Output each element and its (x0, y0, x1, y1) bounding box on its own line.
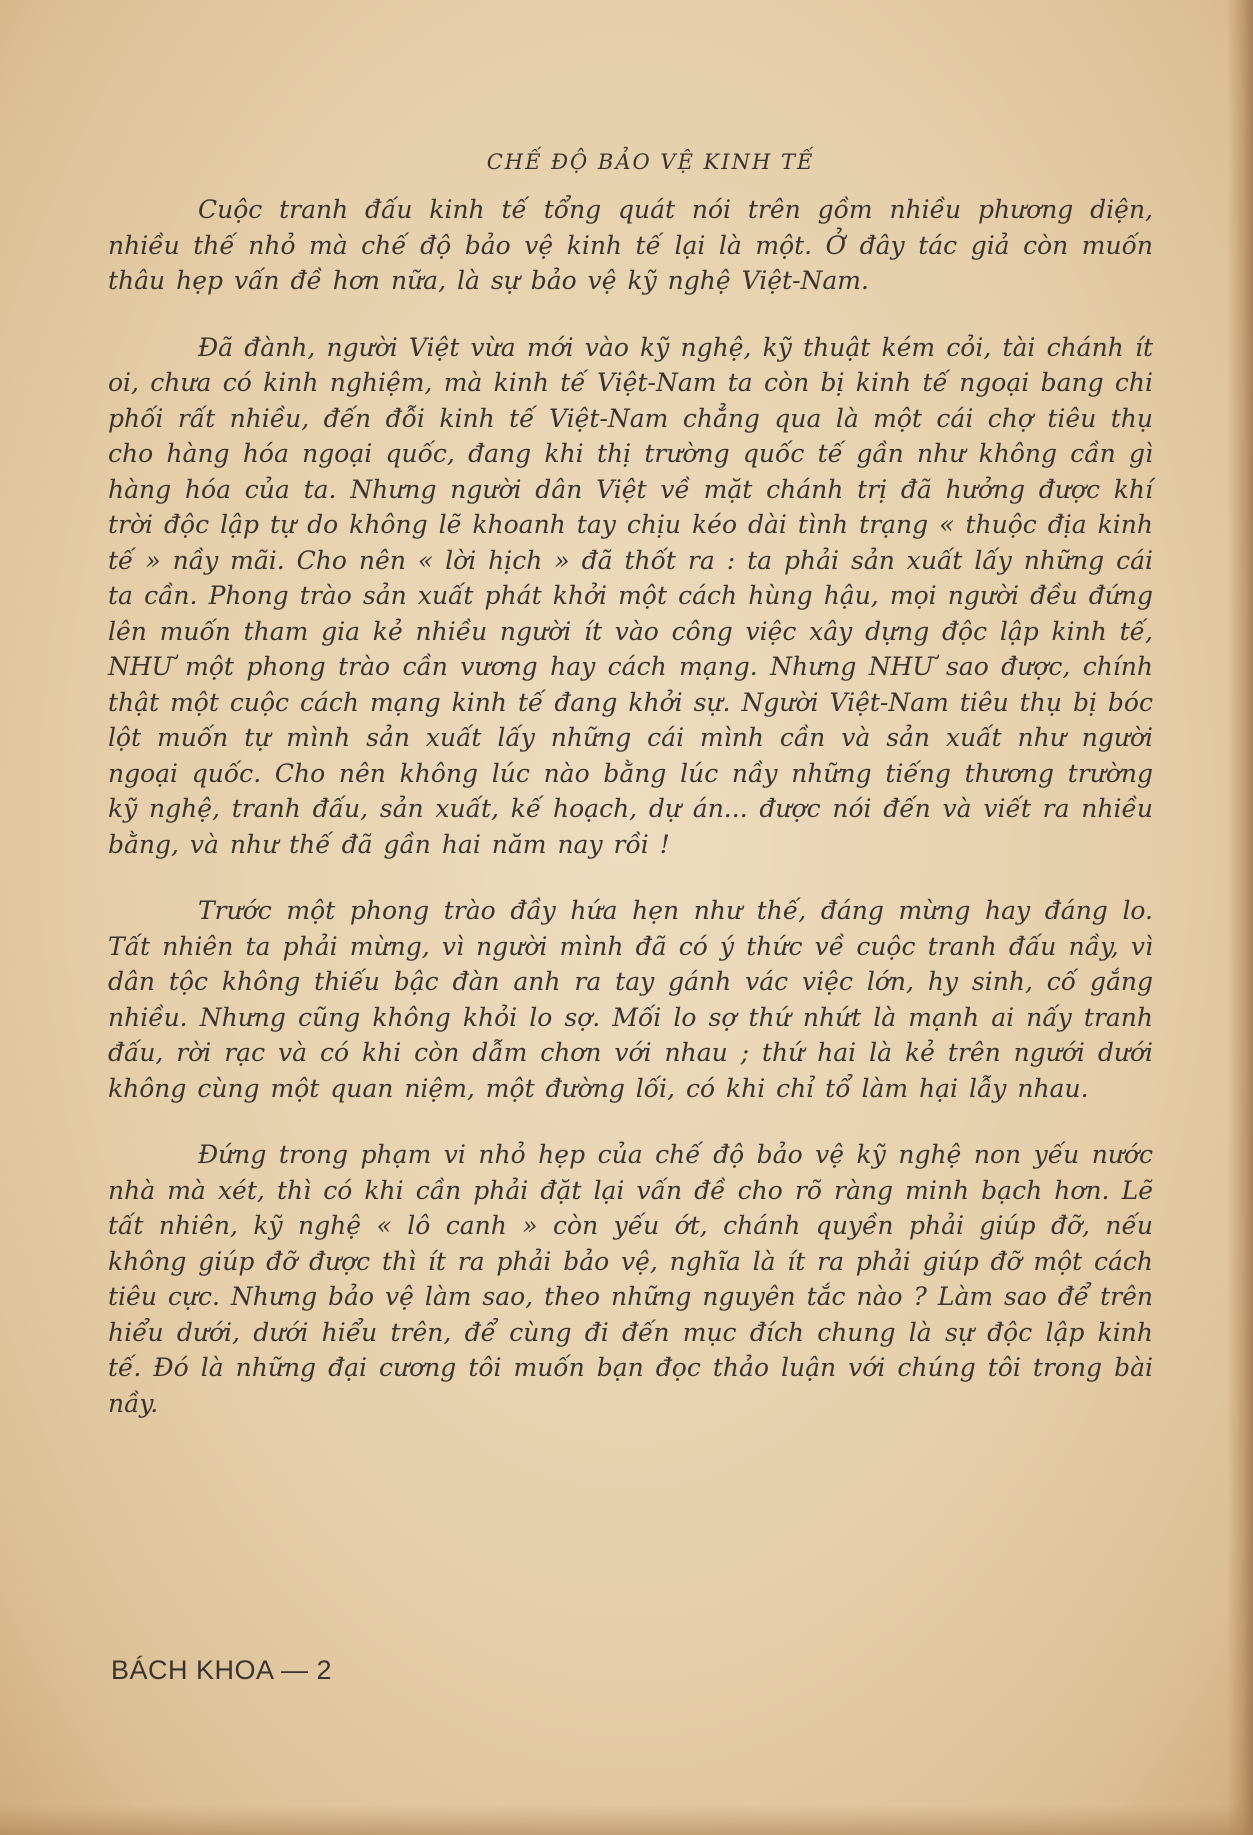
paragraph-2: Đã đành, người Việt vừa mới vào kỹ nghệ, kỹ thuật kém cỏi, tài chánh ít oi, chưa có kinh nghiệm, mà kinh tế Việt-Nam ta còn bị kinh tế ngoại bang chi phối rất nhiều, đến đỗi kinh tế Việt-Nam chẳng qua là một cái chợ tiêu thụ cho hàng hóa ngoại quốc, đang khi thị trường quốc tế gần như không cần gì hàng hóa của ta. Nhưng người dân Việt về mặt chánh trị đã hưởng được khí trời độc lập tự do không lẽ khoanh tay chịu kéo dài tình trạng « thuộc địa kinh tế » nầy mãi. Cho nên « lời hịch » đã thốt ra : ta phải sản xuất lấy những cái ta cần. Phong trào sản xuất phát khởi một cách hùng hậu, mọi người đều đứng lên muốn tham gia kẻ nhiều người ít vào công việc xây dựng độc lập kinh tế, NHƯ một phong trào cần vương hay cách mạng. Nhưng NHƯ sao được, chính thật một cuộc cách mạng kinh tế đang khởi sự. Người Việt-Nam tiêu thụ bị bóc lột muốn tự mình sản xuất lấy những cái mình cần và sản xuất như người ngoại quốc. Cho nên không lúc nào bằng lúc nầy những tiếng thương trường kỹ nghệ, tranh đấu, sản xuất, kế hoạch, dự án... được nói đến và viết ra nhiều bằng, và như thế đã gần hai năm nay rồi ! (108, 332, 1153, 859)
page-bottom-shadow (0, 1805, 1253, 1835)
paragraph-1: Cuộc tranh đấu kinh tế tổng quát nói trên gồm nhiều phương diện, nhiều thế nhỏ mà chế độ bảo vệ kinh tế lại là một. Ở đây tác giả còn muốn thâu hẹp vấn đề hơn nữa, là sự bảo vệ kỹ nghệ Việt-Nam. (108, 195, 1153, 295)
page-footer: BÁCH KHOA — 2 (111, 1655, 333, 1685)
paragraph-4: Đứng trong phạm vi nhỏ hẹp của chế độ bảo vệ kỹ nghệ non yếu nước nhà mà xét, thì có khi cần phải đặt lại vấn đề cho rõ ràng minh bạch hơn. Lẽ tất nhiên, kỹ nghệ « lô canh » còn yếu ớt, chánh quyền phải giúp đỡ, nếu không giúp đỡ được thì ít ra phải bảo vệ, nghĩa là ít ra phải giúp đỡ một cách tiêu cực. Nhưng bảo vệ làm sao, theo những nguyên tắc nào ? Làm sao để trên hiểu dưới, dưới hiểu trên, để cùng đi đến mục đích chung là sự độc lập kinh tế. Đó là những đại cương tôi muốn bạn đọc thảo luận với chúng tôi trong bài nầy. (108, 1140, 1153, 1418)
page-edge-shadow (1227, 0, 1253, 1835)
paragraph-3: Trước một phong trào đầy hứa hẹn như thế, đáng mừng hay đáng lo. Tất nhiên ta phải mừng, vì người mình đã có ý thức về cuộc tranh đấu nầy, vì dân tộc không thiếu bậc đàn anh ra tay gánh vác việc lớn, hy sinh, cố gắng nhiều. Nhưng cũng không khỏi lo sợ. Mối lo sợ thứ nhứt là mạnh ai nấy tranh đấu, rời rạc và có khi còn dẫm chơn với nhau ; thứ hai là kẻ trên ngưới dưới không cùng một quan niệm, một đường lối, có khi chỉ tổ làm hại lẫy nhau. (108, 896, 1153, 1103)
running-header: CHẾ ĐỘ BẢO VỆ KINH TẾ (486, 150, 815, 174)
article-body (108, 150, 1153, 1452)
